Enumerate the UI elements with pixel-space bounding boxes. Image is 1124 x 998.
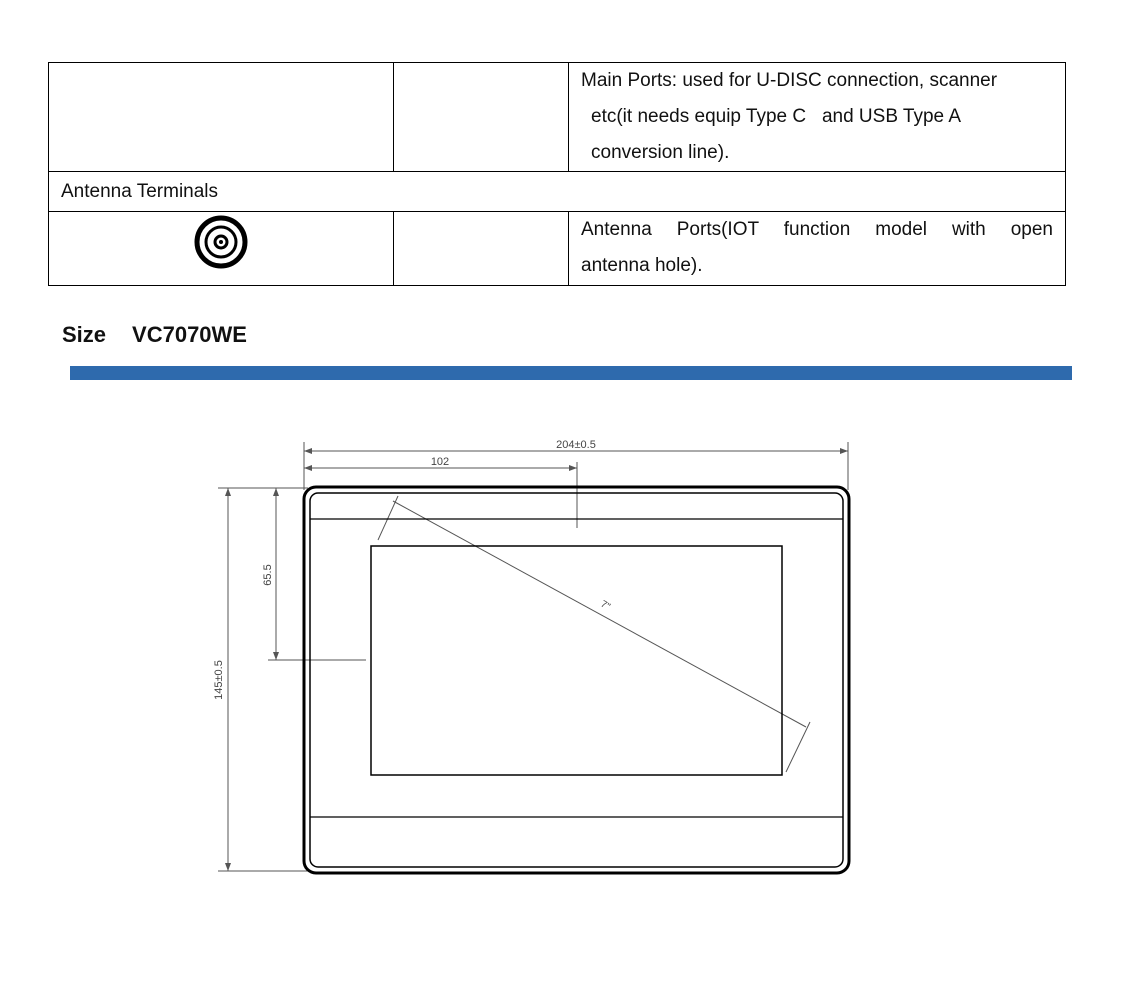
main-ports-desc-line1: Main Ports: used for U-DISC connection, scanner	[581, 70, 998, 91]
spec-table	[48, 62, 1066, 286]
main-ports-icon-cell	[49, 63, 394, 172]
model-name: VC7070WE	[132, 322, 247, 347]
main-ports-desc-line2: etc(it needs equip Type C and USB Type A	[591, 106, 962, 127]
main-ports-row	[49, 63, 1066, 172]
antenna-desc-line1: Antenna Ports(IOT function model with open	[581, 219, 1053, 240]
antenna-connector-icon	[191, 212, 251, 272]
diagonal-dim-label: 7"	[598, 598, 612, 613]
main-ports-empty-cell	[394, 63, 569, 172]
panel-inner-frame	[310, 493, 843, 867]
antenna-icon-cell	[49, 212, 394, 286]
main-ports-desc-line3: conversion line).	[591, 142, 730, 163]
antenna-description	[569, 212, 1066, 286]
dimension-drawing	[0, 430, 1124, 890]
screen-area	[371, 546, 782, 775]
size-heading	[62, 322, 247, 348]
section-divider-bar	[70, 366, 1072, 380]
height-dim-label: 145±0.5	[213, 660, 225, 700]
size-label: Size	[62, 322, 107, 347]
half-height-dim-label: 65.5	[262, 564, 274, 586]
diagonal-dim-line	[393, 501, 806, 727]
antenna-empty-cell	[394, 212, 569, 286]
antenna-section-row	[49, 172, 1066, 212]
antenna-section-title: Antenna Terminals	[49, 172, 1066, 212]
antenna-desc-line2: antenna hole).	[581, 255, 703, 276]
main-ports-description	[569, 63, 1066, 172]
panel-outer-frame	[304, 487, 849, 873]
half-width-dim-label: 102	[430, 456, 450, 468]
antenna-ports-row	[49, 212, 1066, 286]
width-dim-label: 204±0.5	[556, 439, 596, 451]
